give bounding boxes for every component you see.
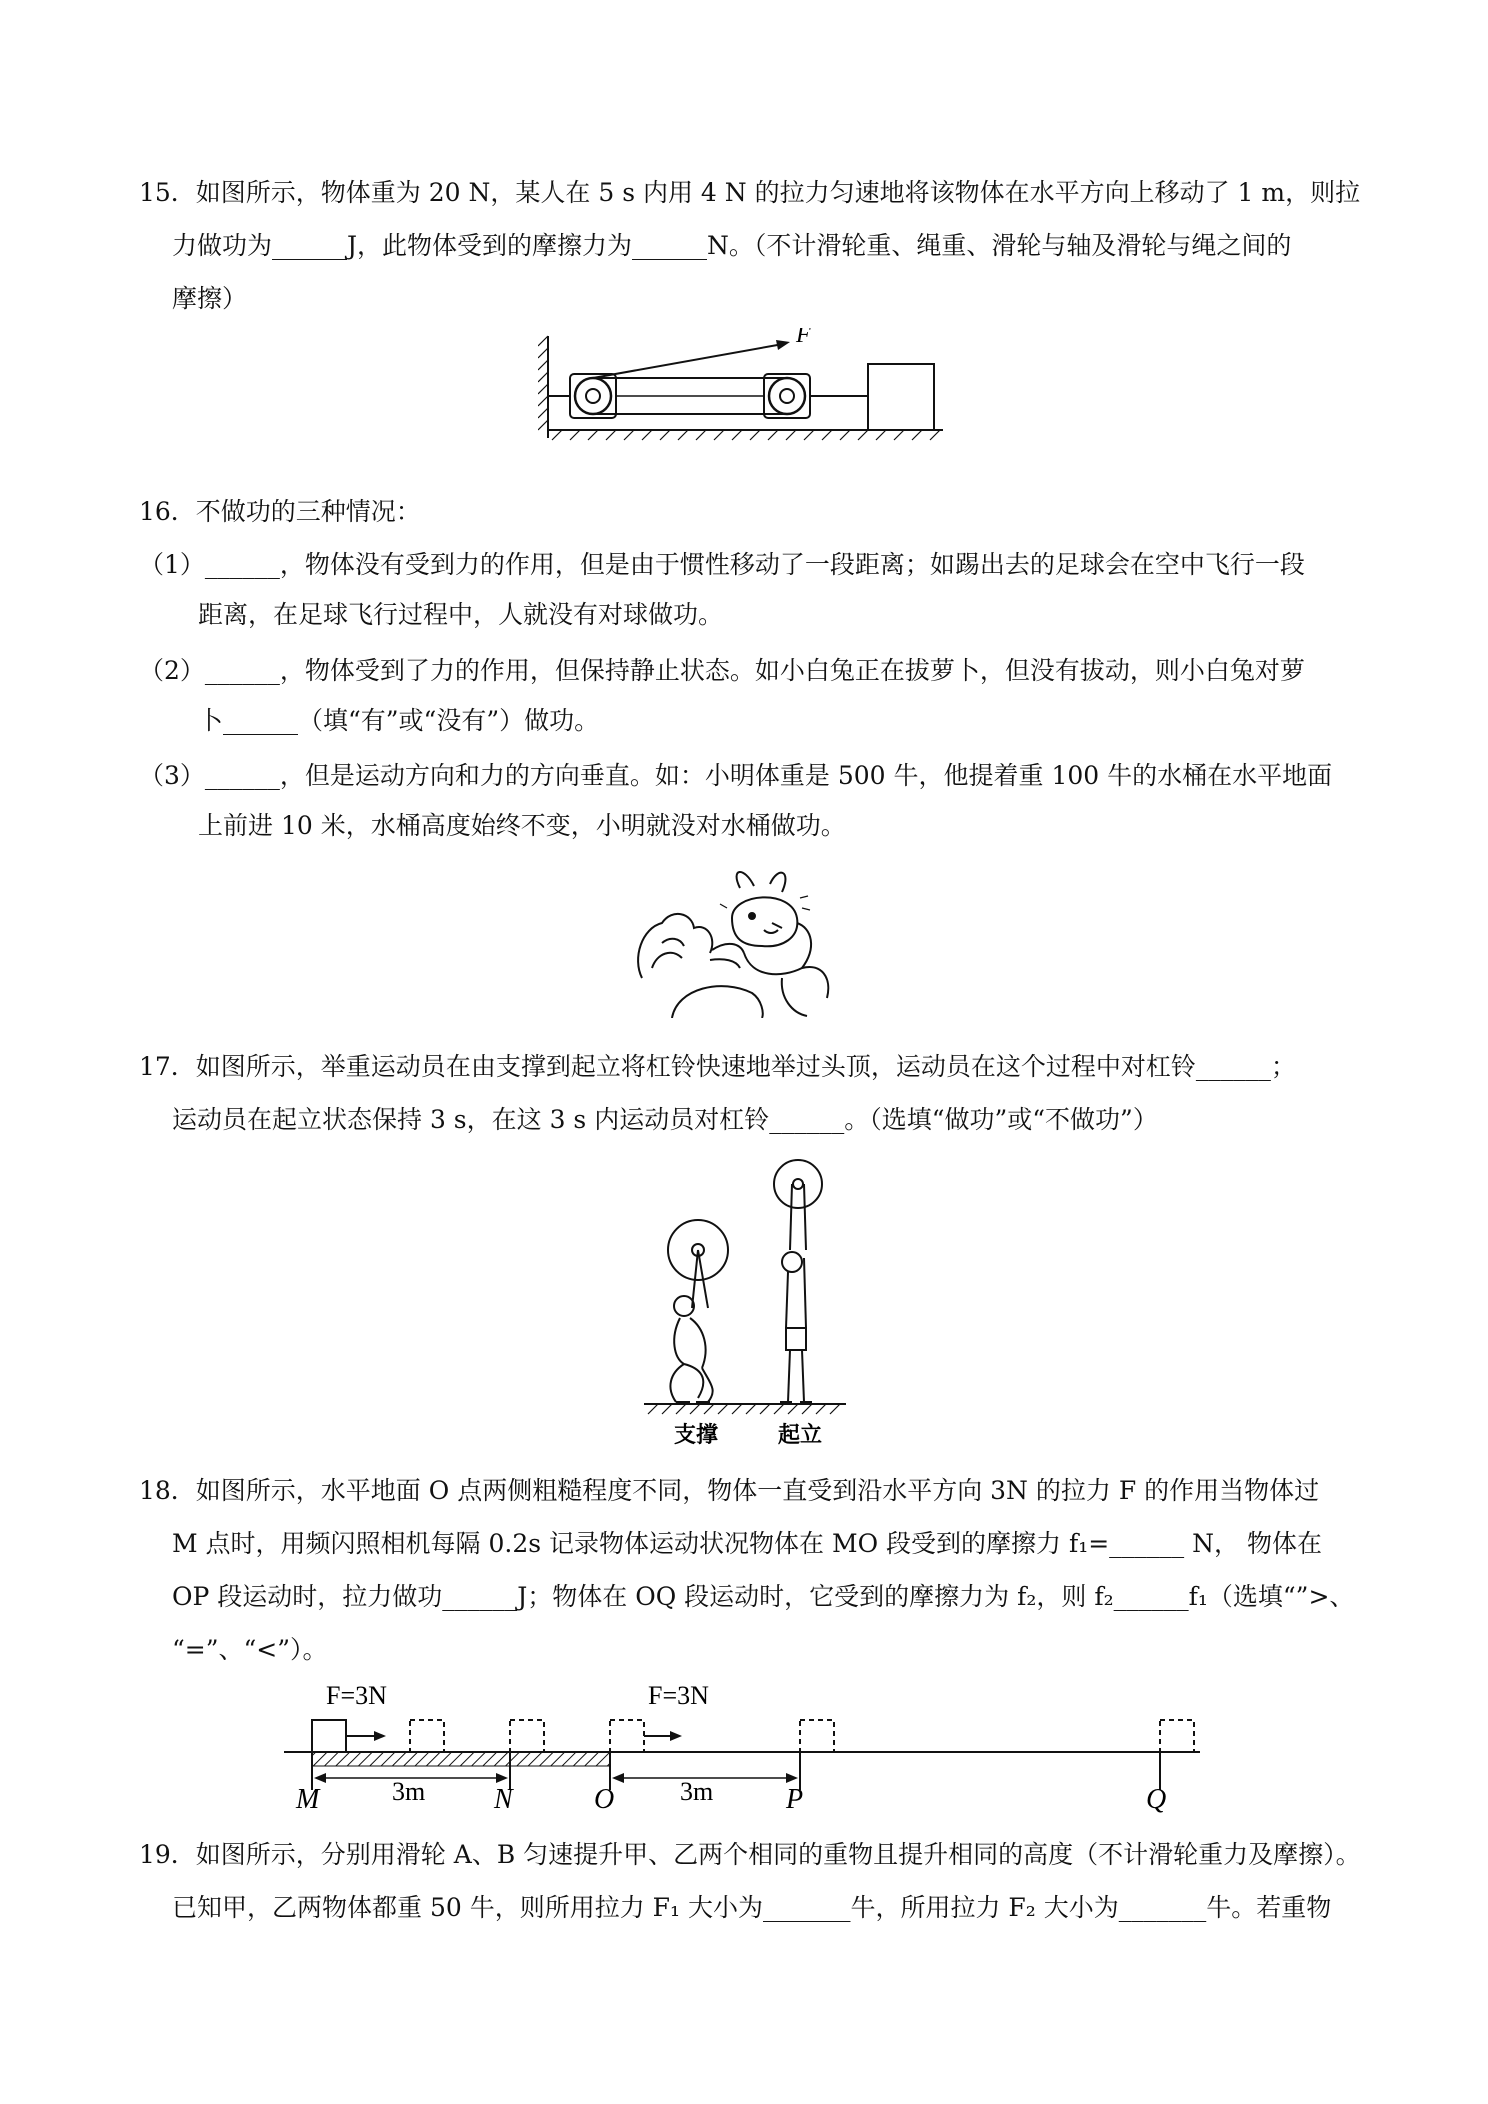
q19-line1: 19．如图所示，分别用滑轮 A、B 匀速提升甲、乙两个相同的重物且提升相同的高度（不计滑轮重力及摩擦）。 xyxy=(139,1840,1361,1869)
q16-item1-line2: 距离，在足球飞行过程中，人就没有对球做功。 xyxy=(198,600,724,629)
q16-rabbit-carrot-figure xyxy=(632,868,862,1018)
q15-line3: 摩擦） xyxy=(172,284,248,313)
q15-pulley-figure xyxy=(538,328,958,448)
q18-point-n: N xyxy=(494,1784,513,1815)
q15-line2: 力做功为______J，此物体受到的摩擦力为______N。（不计滑轮重、绳重、滑轮与轴及滑轮与绳之间的 xyxy=(172,231,1292,260)
q17-line2: 运动员在起立状态保持 3 s，在这 3 s 内运动员对杠铃______。（选填“做功”或“不做功”） xyxy=(172,1105,1158,1134)
q16-item2-line2: 卜______（填“有”或“没有”）做功。 xyxy=(198,706,600,735)
q18-friction-figure xyxy=(280,1674,1210,1824)
q19-line2: 已知甲，乙两物体都重 50 牛，则所用拉力 F₁ 大小为_______牛，所用拉力 F₂ 大小为_______牛。若重物 xyxy=(172,1893,1332,1922)
q18-dist-right: 3m xyxy=(680,1777,714,1806)
q18-line2: M 点时，用频闪照相机每隔 0.2s 记录物体运动状况物体在 MO 段受到的摩擦力 f₁=______ N， 物体在 xyxy=(172,1529,1322,1558)
q18-line3: OP 段运动时，拉力做功______J；物体在 OQ 段运动时，它受到的摩擦力为 f₂，则 f₂______f₁（选填“”>、 xyxy=(172,1582,1355,1611)
q18-dist-left: 3m xyxy=(392,1777,426,1806)
q16-item1-line1: （1）______，物体没有受到力的作用，但是由于惯性移动了一段距离；如踢出去的足球会在空中飞行一段 xyxy=(139,550,1305,579)
q16-item3-line2: 上前进 10 米，水桶高度始终不变，小明就没对水桶做功。 xyxy=(198,811,846,840)
q17-weightlifter-figure xyxy=(640,1158,850,1448)
q16-title: 16．不做功的三种情况： xyxy=(139,497,421,526)
q16-item3-line1: （3）______，但是运动方向和力的方向垂直。如：小明体重是 500 牛，他提着重 100 牛的水桶在水平地面 xyxy=(139,761,1333,790)
q18-point-m: M xyxy=(296,1784,320,1815)
q17-label-support: 支撑 xyxy=(674,1423,719,1448)
q15-line1: 15．如图所示，物体重为 20 N，某人在 5 s 内用 4 N 的拉力匀速地将该物体在水平方向上移动了 1 m，则拉 xyxy=(139,178,1361,207)
q15-force-label: F xyxy=(796,328,811,348)
q18-point-o: O xyxy=(594,1784,615,1815)
q18-force-label-left: F=3N xyxy=(326,1681,387,1710)
q18-force-label-right: F=3N xyxy=(648,1681,709,1710)
q17-line1: 17．如图所示，举重运动员在由支撑到起立将杠铃快速地举过头顶，运动员在这个过程中对杠铃______； xyxy=(139,1052,1296,1081)
q18-line1: 18．如图所示，水平地面 O 点两侧粗糙程度不同，物体一直受到沿水平方向 3N 的拉力 F 的作用当物体过 xyxy=(139,1476,1320,1505)
q18-line4: “=”、“<”）。 xyxy=(172,1635,328,1664)
q18-point-p: P xyxy=(786,1784,804,1815)
q17-label-stand: 起立 xyxy=(778,1423,823,1448)
q16-item2-line1: （2）______，物体受到了力的作用，但保持静止状态。如小白兔正在拔萝卜，但没有拔动，则小白兔对萝 xyxy=(139,656,1305,685)
q18-point-q: Q xyxy=(1146,1784,1167,1815)
